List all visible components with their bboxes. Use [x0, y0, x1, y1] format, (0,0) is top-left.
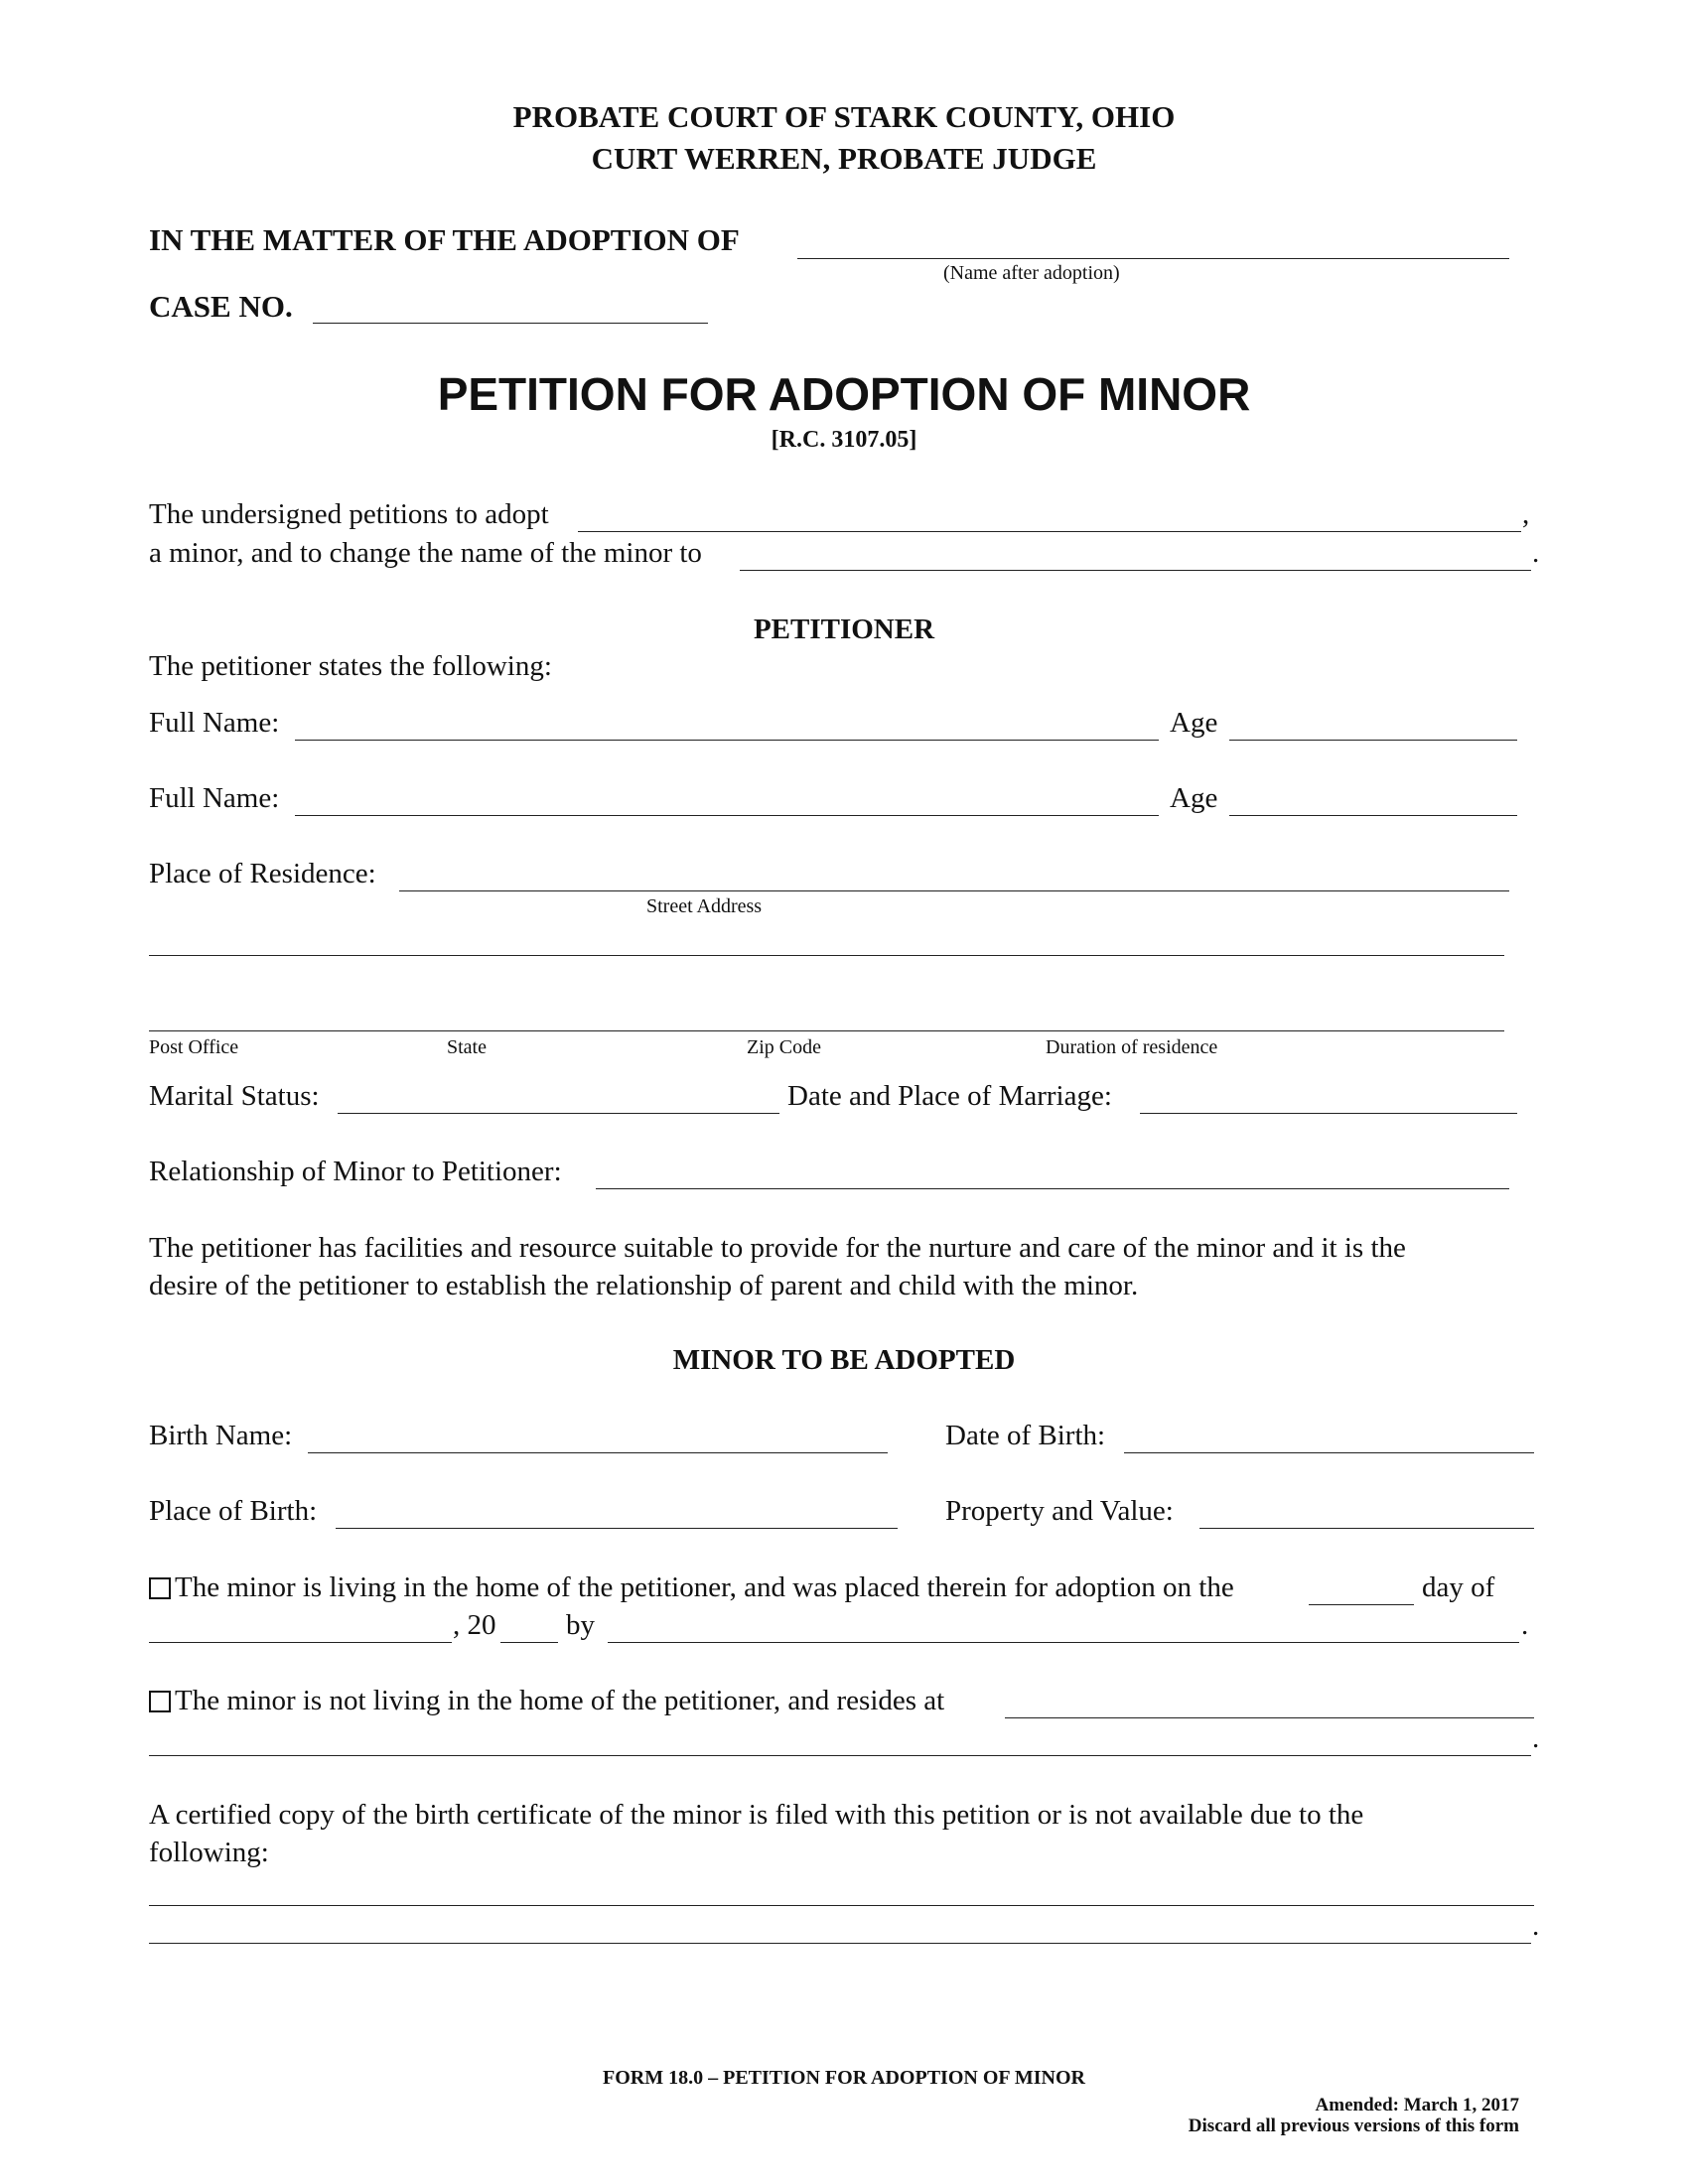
facilities-line-2: desire of the petitioner to establish the relationship of parent and child with the minor. [149, 1270, 1139, 1301]
property-field[interactable] [1199, 1528, 1534, 1529]
living-text: The minor is living in the home of the petitioner, and was placed therein for adoption on the [175, 1571, 1234, 1603]
age-label-1: Age [1170, 707, 1218, 739]
placement-month-field[interactable] [149, 1642, 452, 1643]
pob-field[interactable] [336, 1528, 898, 1529]
year-prefix-label: , 20 [453, 1609, 496, 1641]
form-number: FORM 18.0 – PETITION FOR ADOPTION OF MINOR [603, 2067, 1085, 2089]
birth-name-label: Birth Name: [149, 1420, 293, 1451]
residence-field-2[interactable] [149, 955, 1504, 956]
certificate-period: . [1532, 1910, 1540, 1942]
by-label: by [566, 1609, 595, 1641]
marital-status-field[interactable] [338, 1113, 779, 1114]
relationship-label: Relationship of Minor to Petitioner: [149, 1156, 562, 1187]
dob-field[interactable] [1124, 1452, 1534, 1453]
court-name: PROBATE COURT OF STARK COUNTY, OHIO [512, 99, 1176, 134]
resides-at-field[interactable] [1005, 1717, 1534, 1718]
adoptee-name-field[interactable] [797, 258, 1509, 259]
name-after-adoption-caption: (Name after adoption) [943, 262, 1120, 284]
relationship-field[interactable] [596, 1188, 1509, 1189]
duration-caption: Duration of residence [1046, 1036, 1218, 1058]
intro-line-2: a minor, and to change the name of the minor to [149, 537, 702, 569]
not-living-option [149, 1685, 944, 1717]
intro-comma: , [1522, 498, 1530, 530]
adoption-of-label: IN THE MATTER OF THE ADOPTION OF [149, 222, 740, 257]
certificate-line-1: A certified copy of the birth certificate of the minor is filed with this petition or is not available due to the [149, 1799, 1364, 1831]
post-office-caption: Post Office [149, 1036, 239, 1058]
page-title: PETITION FOR ADOPTION OF MINOR [437, 368, 1251, 420]
full-name-field-2[interactable] [295, 815, 1159, 816]
resides-period: . [1532, 1722, 1540, 1754]
not-living-checkbox[interactable] [149, 1691, 171, 1712]
discard-notice: Discard all previous versions of this form [1188, 2116, 1519, 2136]
placement-year-field[interactable] [500, 1642, 558, 1643]
placed-by-field[interactable] [608, 1642, 1519, 1643]
state-caption: State [447, 1036, 487, 1058]
amended-date: Amended: March 1, 2017 [1315, 2095, 1519, 2116]
birth-name-field[interactable] [308, 1452, 888, 1453]
post-office-line[interactable] [149, 1030, 1504, 1031]
petitioner-heading: PETITIONER [753, 614, 935, 645]
residence-label: Place of Residence: [149, 858, 376, 889]
statute-reference: [R.C. 3107.05] [771, 427, 917, 453]
age-label-2: Age [1170, 782, 1218, 814]
day-of-label: day of [1422, 1571, 1495, 1603]
full-name-field-1[interactable] [295, 740, 1159, 741]
facilities-line-1: The petitioner has facilities and resource suitable to provide for the nurture and care of the minor and it is the [149, 1232, 1406, 1264]
marriage-label: Date and Place of Marriage: [787, 1080, 1112, 1112]
not-living-text: The minor is not living in the home of the petitioner, and resides at [175, 1685, 945, 1716]
street-address-field[interactable] [399, 890, 1509, 891]
judge-name: CURT WERREN, PROBATE JUDGE [591, 141, 1097, 176]
pob-label: Place of Birth: [149, 1495, 318, 1527]
certificate-reason-field-1[interactable] [149, 1905, 1534, 1906]
resides-at-field-2[interactable] [149, 1755, 1531, 1756]
petitioner-states: The petitioner states the following: [149, 650, 552, 682]
street-address-caption: Street Address [646, 895, 763, 917]
property-label: Property and Value: [945, 1495, 1174, 1527]
placement-day-field[interactable] [1309, 1604, 1414, 1605]
intro-period: . [1532, 537, 1540, 569]
certificate-reason-field-2[interactable] [149, 1943, 1531, 1944]
marriage-field[interactable] [1140, 1113, 1517, 1114]
dob-label: Date of Birth: [945, 1420, 1106, 1451]
living-period: . [1521, 1609, 1529, 1641]
marital-status-label: Marital Status: [149, 1080, 320, 1112]
certificate-line-2: following: [149, 1837, 269, 1868]
minor-name-field[interactable] [578, 531, 1521, 532]
age-field-2[interactable] [1229, 815, 1517, 816]
living-checkbox[interactable] [149, 1577, 171, 1599]
intro-line-1: The undersigned petitions to adopt [149, 498, 549, 530]
case-no-field[interactable] [313, 323, 708, 324]
case-no-label: CASE NO. [149, 289, 293, 324]
living-option [149, 1571, 1234, 1604]
minor-heading: MINOR TO BE ADOPTED [672, 1344, 1016, 1376]
new-name-field[interactable] [740, 570, 1531, 571]
age-field-1[interactable] [1229, 740, 1517, 741]
full-name-label-2: Full Name: [149, 782, 280, 814]
full-name-label-1: Full Name: [149, 707, 280, 739]
zip-code-caption: Zip Code [747, 1036, 821, 1058]
